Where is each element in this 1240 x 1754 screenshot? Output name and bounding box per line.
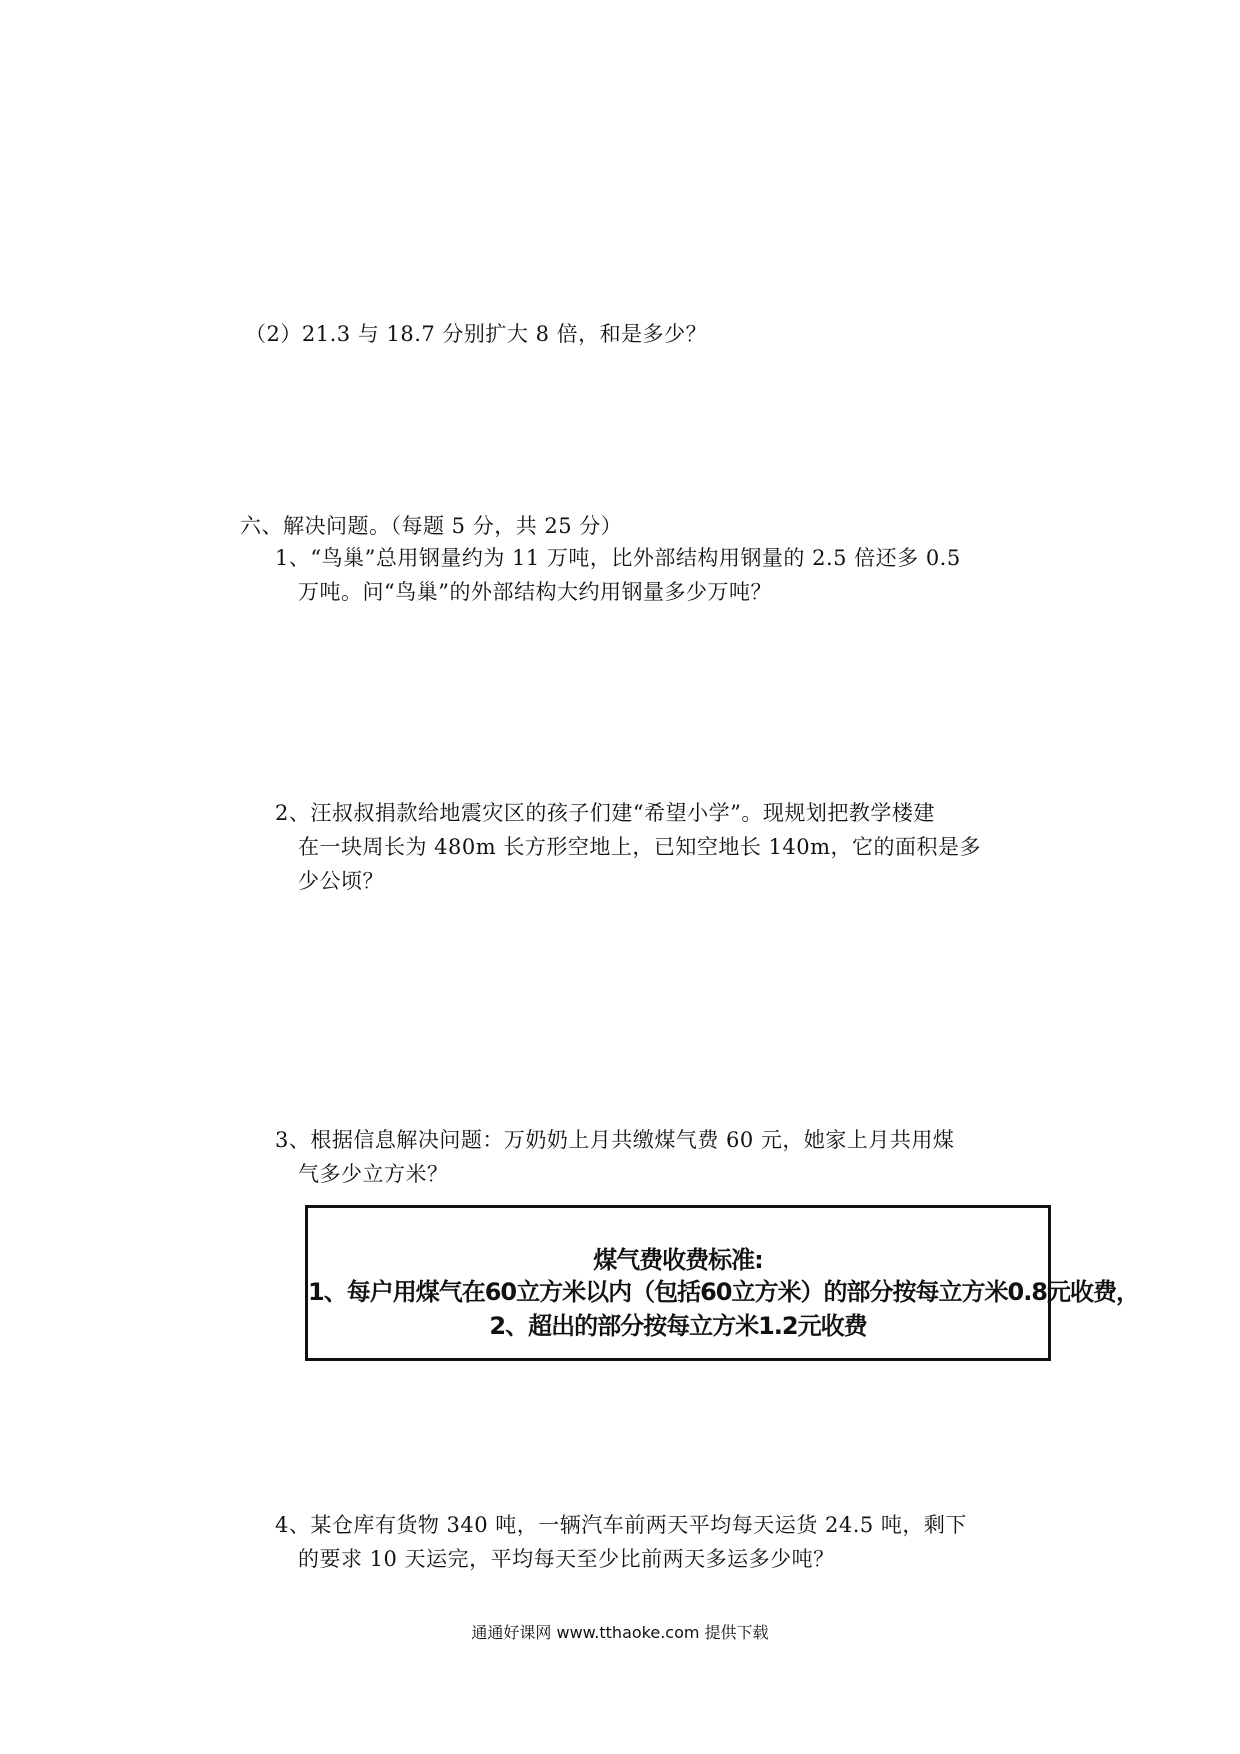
section-six-heading: 六、解决问题。（每题 5 分，共 25 分） [240,514,623,538]
problem-2-line-2: 在一块周长为 480m 长方形空地上，已知空地长 140m，它的面积是多 [298,835,982,859]
info-box-rule-1: 1、每户用煤气在60立方米以内（包括60立方米）的部分按每立方米0.8元收费， [308,1278,1140,1306]
footer-source: 通通好课网 www.tthaoke.com 提供下载 [471,1623,769,1642]
problem-1-line-1: 1、“鸟巢”总用钢量约为 11 万吨，比外部结构用钢量的 2.5 倍还多 0.5 [275,546,961,570]
problem-4-line-2: 的要求 10 天运完，平均每天至少比前两天多运多少吨？ [298,1547,835,1571]
problem-2-line-1: 2、汪叔叔捐款给地震灾区的孩子们建“希望小学”。现规划把教学楼建 [275,801,935,825]
gas-fee-info-box [305,1205,1140,1361]
problem-3-line-2: 气多少立方米？ [298,1162,449,1186]
question-2-subpart: （2）21.3 与 18.7 分别扩大 8 倍，和是多少？ [245,322,708,346]
problem-1-line-2: 万吨。问“鸟巢”的外部结构大约用钢量多少万吨？ [298,580,772,604]
problem-4-line-1: 4、某仓库有货物 340 吨，一辆汽车前两天平均每天运货 24.5 吨，剩下 [275,1513,967,1537]
problem-2-line-3: 少公顷？ [298,869,384,893]
problem-3-line-1: 3、根据信息解决问题：万奶奶上月共缴煤气费 60 元，她家上月共用煤 [275,1128,955,1152]
info-box-rule-2: 2、超出的部分按每立方米1.2元收费 [489,1312,867,1340]
info-box-title: 煤气费收费标准: [593,1246,763,1274]
